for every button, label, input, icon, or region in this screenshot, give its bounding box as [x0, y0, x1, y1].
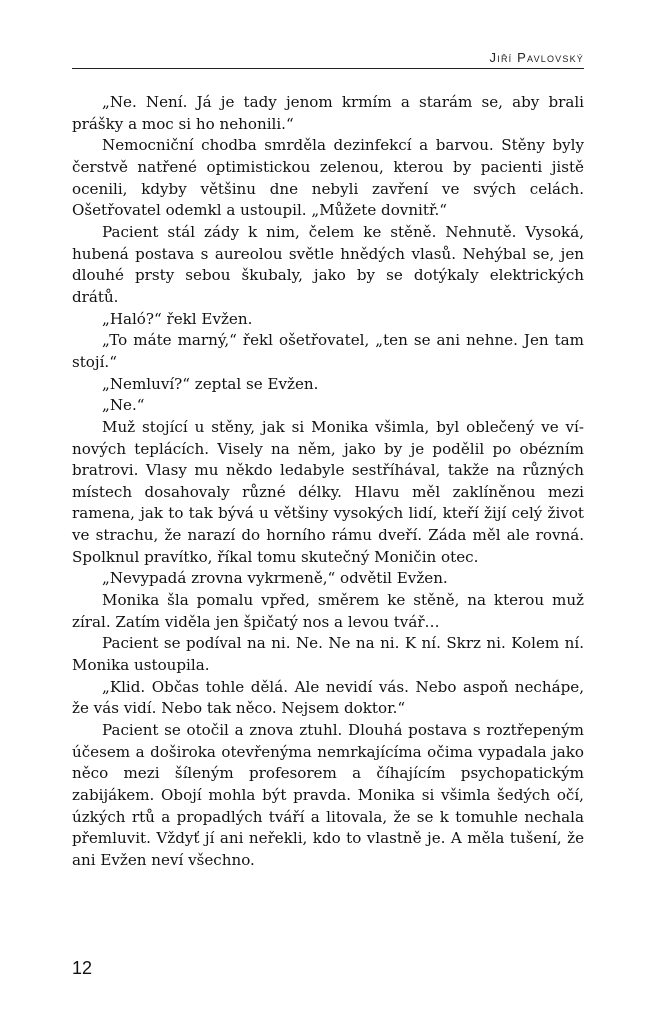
- running-header-author: Jiří Pavlovský: [489, 50, 584, 65]
- paragraph: „Klid. Občas tohle dělá. Ale nevidí vás. Nebo aspoň nechápe, že vás vidí. Nebo tak něco. Nejsem doktor.“: [72, 677, 584, 718]
- paragraph: „Nemluví?“ zeptal se Evžen.: [102, 374, 319, 393]
- paragraph: „Ne.“: [102, 396, 145, 415]
- paragraph: Pacient stál zády k nim, čelem ke stěně. Nehnutě. Vysoká, hubená postava s aureolou světle hnědých vlasů. Nehýbal se, jen dlouhé prsty sebou škubaly, jako by se dotýkaly elektrických drátů.: [72, 222, 584, 306]
- paragraph: „To máte marný,“ řekl ošetřovatel, „ten se ani nehne. Jen tam stojí.“: [72, 331, 584, 371]
- page-number: 12: [72, 958, 93, 978]
- paragraph: Muž stojící u stěny, jak si Monika všimla, byl oblečený ve vínových teplácích. Visely na něm, jako by je podělil po obézním bratrovi. Vlasy mu někdo ledabyle sestříhával, takže na různých místech dosahovaly různé délky. Hlavu měl zaklíněnou mezi ramena, jak to tak bývá u většiny vysokých lidí, kteří žijí celý život ve strachu, že narazí do horního rámu dveří. Záda měl ale rovná. Spolknul pravítko, říkal tomu skutečný Moničin otec.: [72, 417, 584, 566]
- paragraph: Pacient se podíval na ni. Ne. Ne na ni. K ní. Skrz ni. Kolem ní. Monika ustoupila.: [72, 634, 584, 675]
- paragraph: Nemocniční chodba smrděla dezinfekcí a barvou. Stěny byly čerstvě natřené optimistickou zelenou, kterou by pacienti jistě ocenili, kdyby většinu dne nebyli zavření ve svých celách. Ošetřovatel odemkl a ustoupil. „Můžete dovnitř.“: [72, 136, 584, 220]
- paragraph: Monika šla pomalu vpřed, směrem ke stěně, na kterou muž zíral. Zatím viděla jen špičatý nos a levou tvář…: [72, 591, 584, 631]
- body-text: [72, 92, 584, 872]
- paragraph: „Nevypadá zrovna vykrmeně,“ odvětil Evžen.: [102, 569, 448, 588]
- paragraph: Pacient se otočil a znova ztuhl. Dlouhá postava s roztřepeným účesem a doširoka otevřenýma nemrkajícíma očima vypadala jako něco mezi šíleným profesorem a číhajícím psychopatickým zabijákem. Obojí mohla být pravda. Monika si všimla šedých očí, úzkých rtů a propadlých tváří a litovala, že se k tomuhle nechala přemluvit. Vždyť jí ani neřekli, kdo to vlastně je. A měla tušení, že ani Evžen neví všechno.: [72, 721, 584, 869]
- paragraph: „Ne. Není. Já je tady jenom krmím a starám se, aby brali prášky a moc si ho nehonili.“: [72, 93, 584, 133]
- running-header: [72, 0, 584, 69]
- paragraph: „Haló?“ řekl Evžen.: [102, 309, 253, 328]
